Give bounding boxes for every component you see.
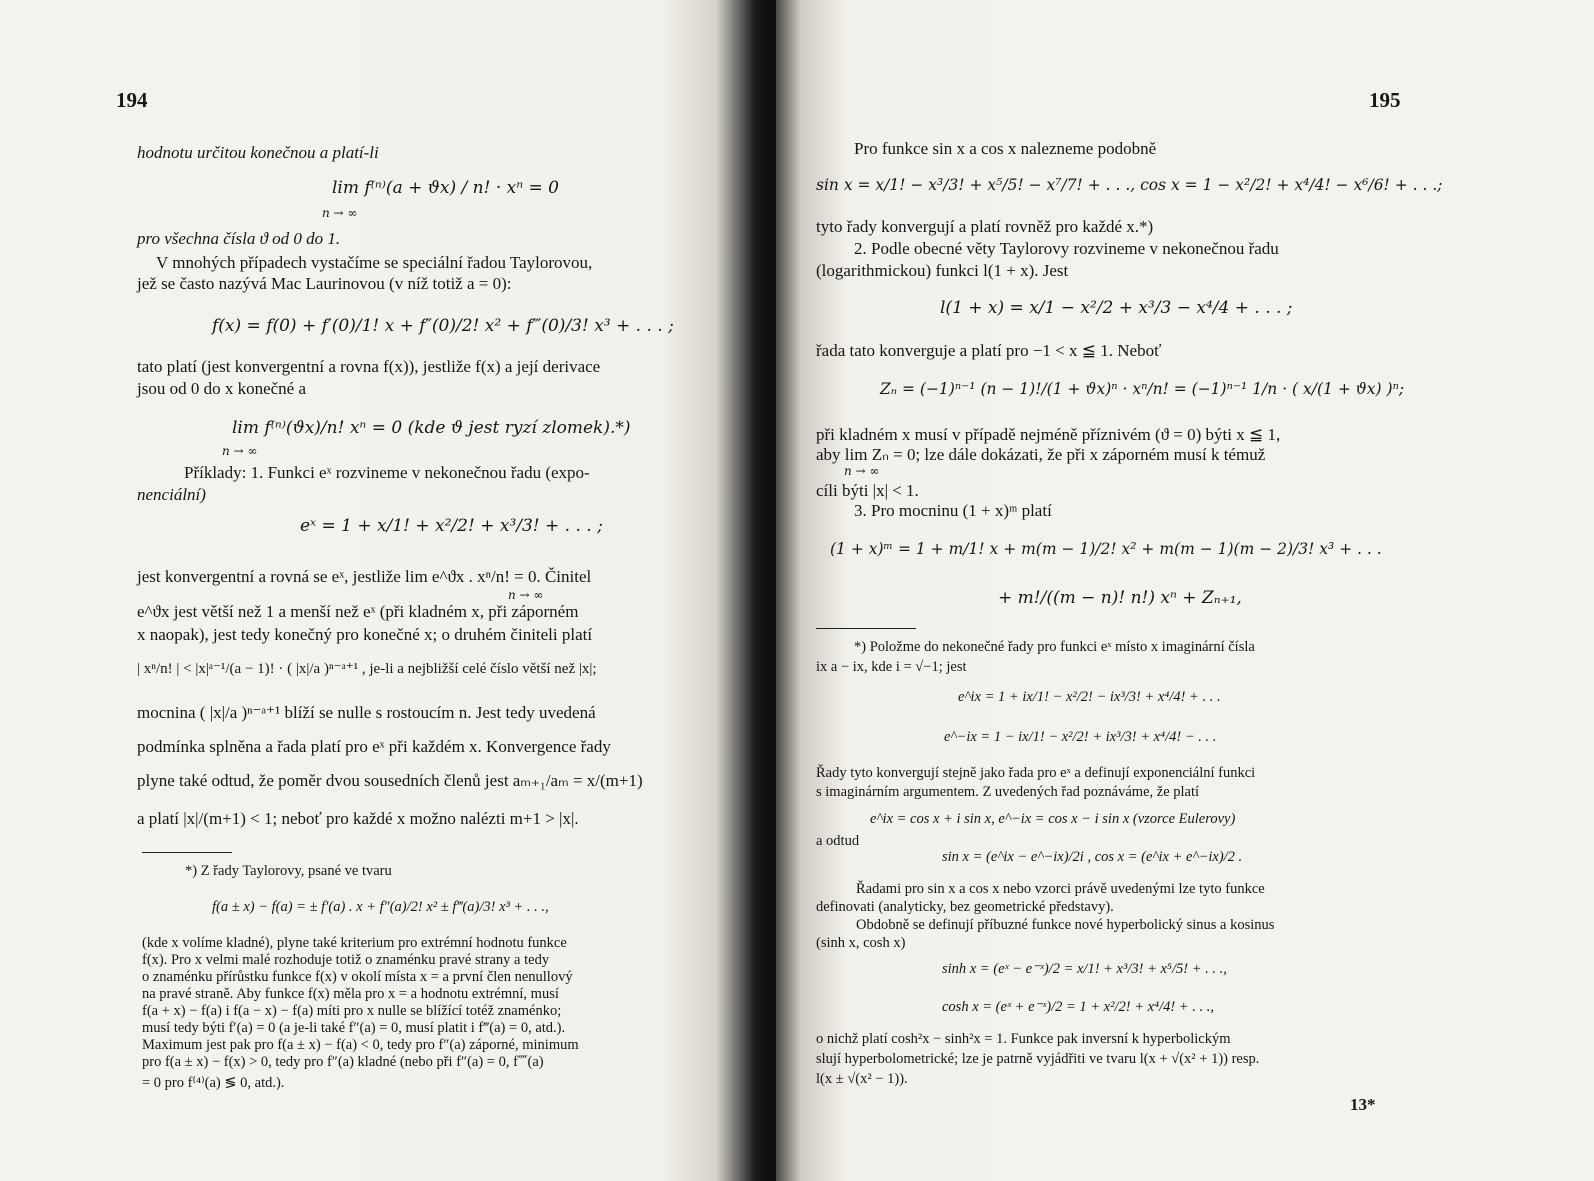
- footnote-rule: [816, 628, 916, 629]
- formula-sin-cos: sin x = x/1! − x³/3! + x⁵/5! − x⁷/7! + . . ., cos x = 1 − x²/2! + x⁴/4! − x⁶/6! + . . .;: [816, 176, 1443, 194]
- footnote-line: Maximum jest pak pro f(a ± x) − f(a) < 0, tedy pro f″(a) záporné, minimum: [142, 1037, 579, 1053]
- text-line: 2. Podle obecné věty Taylorovy rozvineme v nekonečnou řadu: [854, 239, 1279, 258]
- footnote-line: na pravé straně. Aby funkce f(x) měla pro x = a hodnotu extrémní, musí: [142, 986, 559, 1002]
- limit-subscript: n → ∞: [844, 464, 880, 478]
- signature-mark: 13*: [1350, 1095, 1376, 1114]
- text-line: e^ϑx jest větší než 1 a menší než eˣ (při kladném x, při záporném: [137, 602, 579, 621]
- text-line: | xⁿ/n! | < |x|ᵃ⁻¹/(a − 1)! · ( |x|/a )ⁿ⁻ᵃ⁺¹ , je-li a nejbližší celé číslo větší než |x|;: [137, 661, 597, 677]
- footnote-line: *) Z řady Taylorovy, psané ve tvaru: [185, 863, 392, 879]
- text-line: hodnotu určitou konečnou a platí-li: [137, 143, 379, 162]
- formula-binomial: (1 + x)ᵐ = 1 + m/1! x + m(m − 1)/2! x² + m(m − 1)(m − 2)/3! x³ + . . .: [830, 540, 1382, 558]
- footnote-formula: e^ix = cos x + i sin x, e^−ix = cos x − i sin x (vzorce Eulerovy): [870, 811, 1236, 827]
- formula-binomial-tail: + m!/((m − n)! n!) xⁿ + Zₙ₊₁,: [998, 588, 1242, 608]
- footnote-line: (sinh x, cosh x): [816, 935, 906, 951]
- text-line: plyne také odtud, že poměr dvou sousedních členů jest aₘ₊₁/aₘ = x/(m+1): [137, 771, 643, 790]
- text-line: V mnohých případech vystačíme se speciální řadou Taylorovou,: [156, 253, 593, 272]
- text-line: jest konvergentní a rovná se eˣ, jestliže lim e^ϑx . xⁿ/n! = 0. Činitel: [137, 567, 592, 586]
- limit-subscript: n → ∞: [222, 444, 258, 458]
- text-line: jež se často nazývá Mac Laurinovou (v níž totiž a = 0):: [137, 274, 512, 293]
- footnote-line: pro f(a ± x) − f(x) > 0, tedy pro f″(a) kladné (nebo při f″(a) = 0, f⁗(a): [142, 1054, 544, 1070]
- page-number-left: 194: [116, 88, 148, 112]
- formula-logarithm: l(1 + x) = x/1 − x²/2 + x³/3 − x⁴/4 + . . . ;: [940, 298, 1293, 318]
- footnote-line: s imaginárním argumentem. Z uvedených řad poznáváme, že platí: [816, 784, 1200, 800]
- text-line: a platí |x|/(m+1) < 1; neboť pro každé x možno nalézti m+1 > |x|.: [137, 809, 579, 828]
- left-page: [0, 0, 770, 1181]
- limit-subscript: n → ∞: [508, 588, 544, 602]
- limit-subscript: n → ∞: [322, 206, 358, 220]
- formula-exponential: eˣ = 1 + x/1! + x²/2! + x³/3! + . . . ;: [300, 516, 603, 536]
- text-line: (logarithmickou) funkci l(1 + x). Jest: [816, 261, 1069, 280]
- footnote-line: l(x ± √(x² − 1)).: [816, 1071, 908, 1087]
- footnote-line: slují hyperbolometrické; lze je patrně vyjádřiti ve tvaru l(x + √(x² + 1)) resp.: [816, 1051, 1260, 1067]
- footnote-line: definovati (analyticky, bez geometrické představy).: [816, 899, 1114, 915]
- footnote-line: (kde x volíme kladné), plyne také kriterium pro extrémní hodnotu funkce: [142, 935, 567, 951]
- text-line: mocnina ( |x|/a )ⁿ⁻ᵃ⁺¹ blíží se nulle s rostoucím n. Jest tedy uvedená: [137, 703, 596, 722]
- footnote-line: ix a − ix, kde i = √−1; jest: [816, 659, 967, 675]
- footnote-line: o nichž platí cosh²x − sinh²x = 1. Funkce pak inversní k hyperbolickým: [816, 1031, 1231, 1047]
- formula-maclaurin: f(x) = f(0) + f′(0)/1! x + f″(0)/2! x² + f‴(0)/3! x³ + . . . ;: [212, 316, 674, 336]
- text-line: tato platí (jest konvergentní a rovna f(x)), jestliže f(x) a její derivace: [137, 357, 601, 376]
- text-line: pro všechna čísla ϑ od 0 do 1.: [137, 229, 341, 248]
- footnote-line: = 0 pro f⁽⁴⁾(a) ≶ 0, atd.).: [142, 1075, 285, 1091]
- text-line: Pro funkce sin x a cos x nalezneme podobně: [854, 139, 1157, 158]
- footnote-line: *) Položme do nekonečné řady pro funkci eˣ místo x imaginární čísla: [854, 639, 1255, 655]
- footnote-formula: sin x = (e^ix − e^−ix)/2i , cos x = (e^ix + e^−ix)/2 .: [942, 849, 1243, 865]
- formula-remainder: Zₙ = (−1)ⁿ⁻¹ (n − 1)!/(1 + ϑx)ⁿ · xⁿ/n! = (−1)ⁿ⁻¹ 1/n · ( x/(1 + ϑx) )ⁿ;: [880, 380, 1405, 398]
- text-line: x naopak), jest tedy konečný pro konečné x; o druhém činiteli platí: [137, 625, 593, 644]
- text-line: 3. Pro mocninu (1 + x)ᵐ platí: [854, 501, 1052, 520]
- text-line: nenciální): [137, 485, 206, 504]
- footnote-line: o znaménku přírůstku funkce f(x) v okolí místa x = a první člen nenullový: [142, 969, 573, 985]
- text-line: podmínka splněna a řada platí pro eˣ při každém x. Konvergence řady: [137, 737, 611, 756]
- text-line: řada tato konverguje a platí pro −1 < x ≦ 1. Neboť: [816, 341, 1162, 360]
- footnote-line: f(x). Pro x velmi malé rozhoduje totiž o znaménku pravé strany a tedy: [142, 952, 550, 968]
- footnote-line: Řady tyto konvergují stejně jako řada pro eˣ a definují exponenciální funkci: [816, 765, 1256, 781]
- footnote-formula: sinh x = (eˣ − e⁻ˣ)/2 = x/1! + x³/3! + x⁵/5! + . . .,: [942, 961, 1227, 977]
- footnote-rule: [142, 852, 232, 853]
- formula-remainder-limit: lim f⁽ⁿ⁾(ϑx)/n! xⁿ = 0 (kde ϑ jest ryzí zlomek).*): [232, 418, 631, 438]
- footnote-formula: cosh x = (eˣ + e⁻ˣ)/2 = 1 + x²/2! + x⁴/4! + . . .,: [942, 999, 1214, 1015]
- footnote-formula: e^−ix = 1 − ix/1! − x²/2! + ix³/3! + x⁴/4! − . . .: [944, 729, 1217, 745]
- text-line: aby lim Zₙ = 0; lze dále dokázati, že při x záporném musí k témuž: [816, 445, 1266, 464]
- footnote-line: musí tedy býti f′(a) = 0 (a je-li také f″(a) = 0, musí platit i f‴(a) = 0, atd.).: [142, 1020, 566, 1036]
- footnote-line: Řadami pro sin x a cos x nebo vzorci právě uvedenými lze tyto funkce: [856, 881, 1265, 897]
- text-line: při kladném x musí v případě nejméně příznivém (ϑ = 0) býti x ≦ 1,: [816, 425, 1281, 444]
- footnote-line: a odtud: [816, 833, 860, 849]
- formula-limit: lim f⁽ⁿ⁾(a + ϑx) / n! · xⁿ = 0: [332, 178, 559, 198]
- text-line: Příklady: 1. Funkci eˣ rozvineme v nekonečnou řadu (expo-: [184, 463, 590, 482]
- footnote-line: Obdobně se definují příbuzné funkce nové hyperbolický sinus a kosinus: [856, 917, 1275, 933]
- text-line: tyto řady konvergují a platí rovněž pro každé x.*): [816, 217, 1154, 236]
- text-line: jsou od 0 do x konečné a: [137, 379, 307, 398]
- page-number-right: 195: [1369, 88, 1401, 112]
- footnote-formula: f(a ± x) − f(a) = ± f′(a) . x + f″(a)/2! x² ± f‴(a)/3! x³ + . . .,: [212, 899, 549, 915]
- text-line: cíli býti |x| < 1.: [816, 481, 919, 500]
- right-page: [776, 0, 1594, 1181]
- footnote-formula: e^ix = 1 + ix/1! − x²/2! − ix³/3! + x⁴/4! + . . .: [958, 689, 1221, 705]
- footnote-line: f(a + x) − f(a) i f(a − x) − f(a) míti pro x nulle se blížící totéž znaménko;: [142, 1003, 562, 1019]
